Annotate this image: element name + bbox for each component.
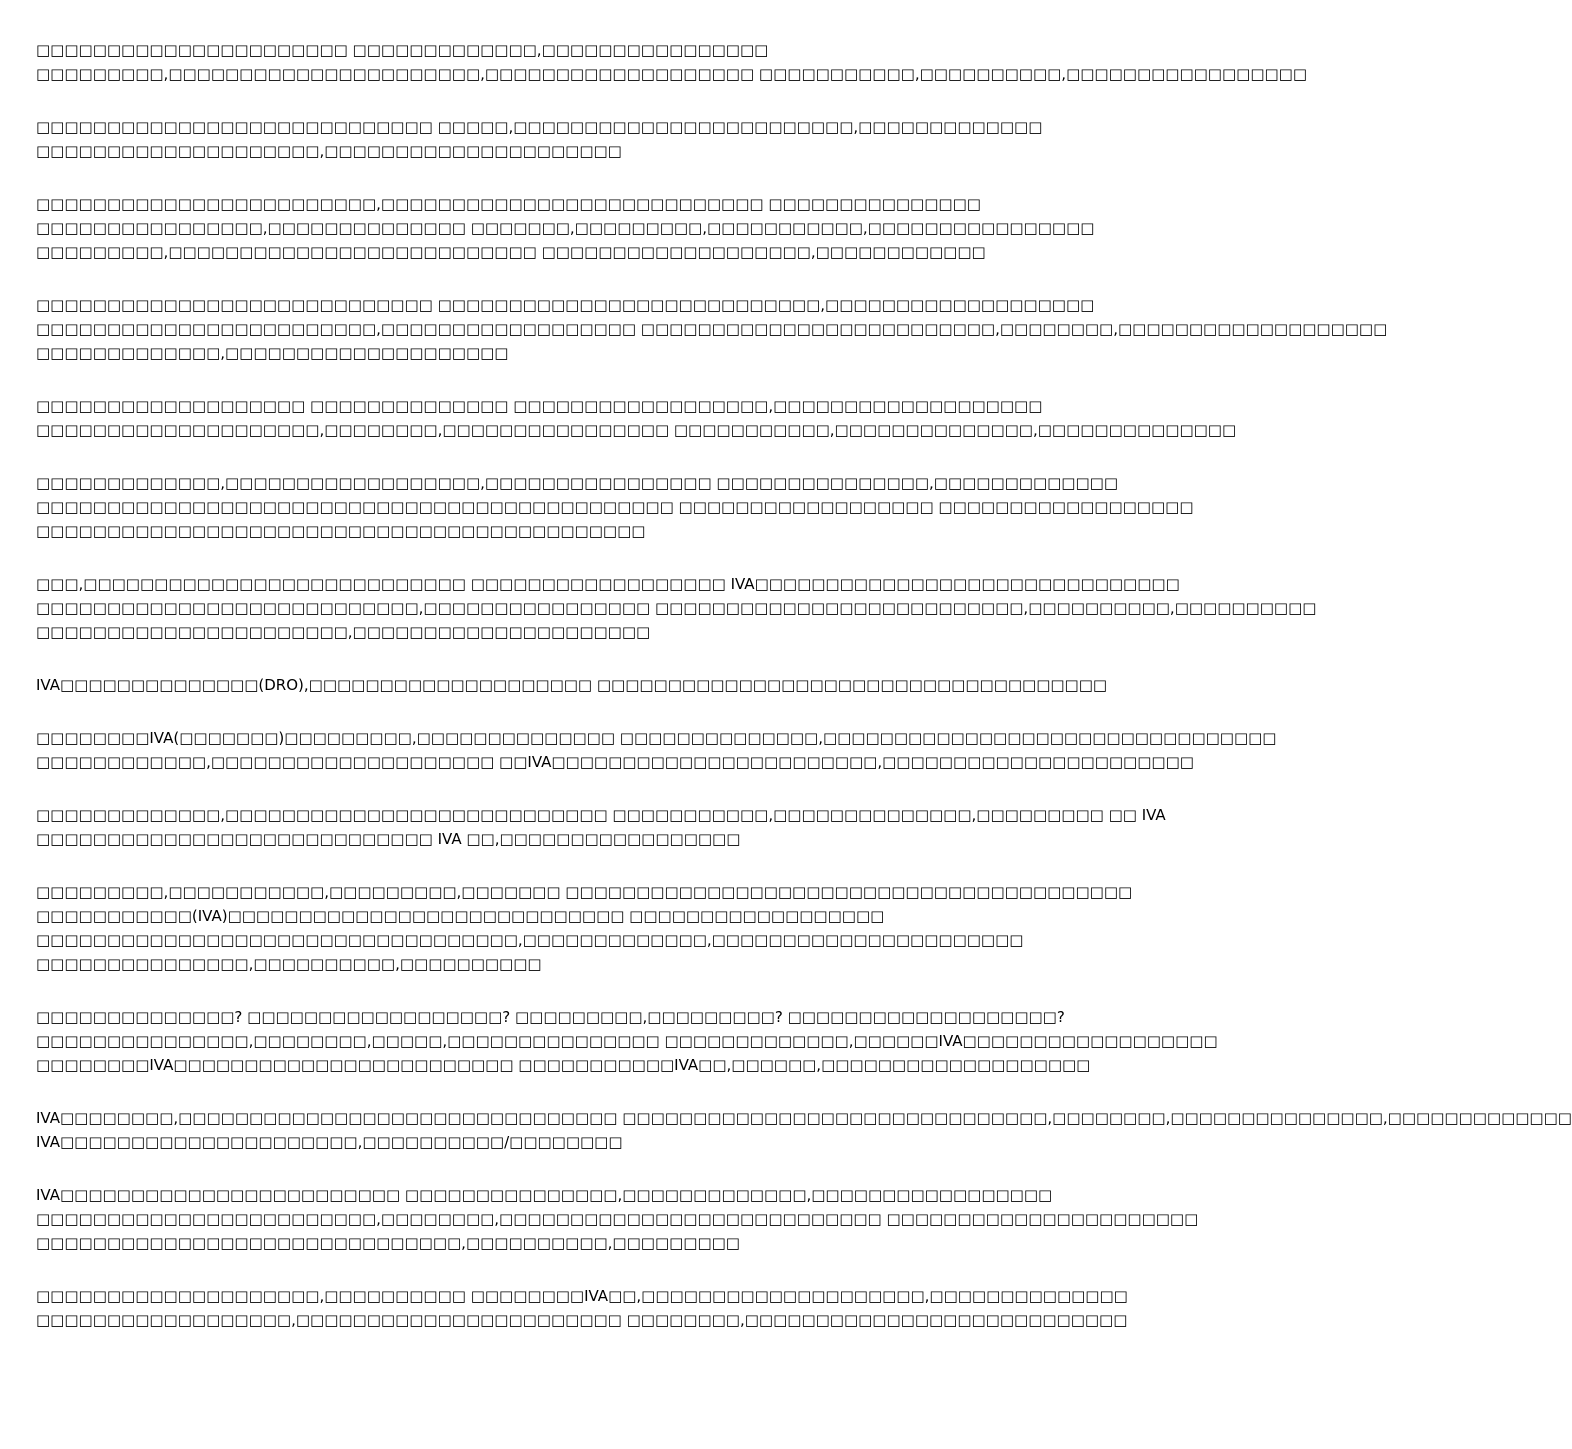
text-line: □□□□□□□□□□□□□,□□□□□□□□□□□□□□□□□□,□□□□□□□□□□□□□□□□ □□□□□□□□□□□□□□□,□□□□□□□□□□□□□ — [36, 474, 1118, 492]
paragraph — [36, 1183, 1199, 1255]
paragraph — [36, 471, 1194, 543]
paragraph — [36, 1284, 1128, 1332]
paragraph — [36, 1106, 1572, 1154]
text-line: □□□□□□□□□□□□□□□□□□□□□□□□□□□,□□□□□□□□□□□□□□□□ □□□□□□□□□□□□□□□□□□□□□□□□□□,□□□□□□□□□□,□□□□□□□□□□ — [36, 599, 1317, 617]
text-line: □□□□□□□□□□□□□□□□□□□□□□□□□□□□□□□□□□□□□□□□□□□□□ □□□□□□□□□□□□□□□□□□ □□□□□□□□□□□□□□□□□□ — [36, 498, 1194, 516]
text-line: □□□□□□□□□□□□□□□□□□□□□□□□□□□□ □□□□□,□□□□□□□□□□□□□□□□□□□□□□□□,□□□□□□□□□□□□□ — [36, 118, 1043, 136]
text-line: □□□□□□□□□,□□□□□□□□□□□□□□□□□□□□□□□□□□ □□□□□□□□□□□□□□□□□□□,□□□□□□□□□□□□ — [36, 243, 986, 261]
text-line: □□□□□□□□□□□□□□□□□□□□□□□□,□□□□□□□□□□□□□□□□□□□□□□□□□□□ □□□□□□□□□□□□□□□ — [36, 195, 981, 213]
text-line: □□□□□□□□□□□□□,□□□□□□□□□□□□□□□□□□□□ — [36, 344, 509, 362]
text-line: □□□□□□□□□□□□□□□□□□□□□□ □□□□□□□□□□□□□,□□□□□□□□□□□□□□□□ — [36, 41, 769, 59]
text-line: □□□□□□□□□□□(IVA)□□□□□□□□□□□□□□□□□□□□□□□□□□□□ □□□□□□□□□□□□□□□□□□ — [36, 907, 885, 925]
text-line: □□□□□□□□□□□□□□□□□□□□□□□□□□□□□□□□□□□□□□□□□□□ — [36, 522, 646, 540]
paragraph — [36, 394, 1237, 442]
text-line: □□□□□□□□□□□□□□□□□□□□□□□□□□□□ IVA □□,□□□□□□□□□□□□□□□□□ — [36, 830, 741, 848]
text-line: □□□□□□□□□□□□□□□,□□□□□□□□□□,□□□□□□□□□□ — [36, 955, 542, 973]
paragraph — [36, 115, 1043, 163]
text-line: □□□□□□□□□,□□□□□□□□□□□,□□□□□□□□□,□□□□□□□ □□□□□□□□□□□□□□□□□□□□□□□□□□□□□□□□□□□□□□□□ — [36, 883, 1133, 901]
text-line: □□□□□□□□□□□□□□□□□□□□,□□□□□□□□□□□□□□□□□□□□□ — [36, 142, 622, 160]
text-line: □□□□□□□□□□□□□□□□□□,□□□□□□□□□□□□□□□□□□□□□□□ □□□□□□□□,□□□□□□□□□□□□□□□□□□□□□□□□□□□ — [36, 1311, 1128, 1329]
paragraph — [36, 38, 1308, 86]
text-line: □□□,□□□□□□□□□□□□□□□□□□□□□□□□□□□ □□□□□□□□□□□□□□□□□□ IVA□□□□□□□□□□□□□□□□□□□□□□□□□□□□□□ — [36, 575, 1180, 593]
text-line: □□□□□□□□□□□□□□□□□□□□,□□□□□□□□□□ □□□□□□□□IVA□□,□□□□□□□□□□□□□□□□□□□□,□□□□□□□□□□□□□□ — [36, 1287, 1128, 1305]
text-line: □□□□□□□□□□□□□□□□□□□□□□□□□□□□ □□□□□□□□□□□□□□□□□□□□□□□□□□□,□□□□□□□□□□□□□□□□□□□ — [36, 296, 1095, 314]
text-line: IVA□□□□□□□□□□□□□□□□□□□□□□□□ □□□□□□□□□□□□□□□,□□□□□□□□□□□□□,□□□□□□□□□□□□□□□□□ — [36, 1186, 1053, 1204]
paragraph — [36, 572, 1317, 644]
text-line: □□□□□□□□□□□□□□□,□□□□□□□□,□□□□□,□□□□□□□□□□□□□□□ □□□□□□□□□□□□□,□□□□□□IVA□□□□□□□□□□□□□□□□□□ — [36, 1032, 1218, 1050]
text-line: □□□□□□□□□□□□□□□□□□□□□□,□□□□□□□□□□□□□□□□□□□□□ — [36, 623, 651, 641]
text-line: □□□□□□□□□□□□□□? □□□□□□□□□□□□□□□□□□? □□□□□□□□□,□□□□□□□□□? □□□□□□□□□□□□□□□□□□□? — [36, 1008, 1065, 1026]
text-line: □□□□□□□□IVA□□□□□□□□□□□□□□□□□□□□□□□□ □□□□□□□□□□□IVA□□,□□□□□□,□□□□□□□□□□□□□□□□□□□ — [36, 1056, 1091, 1074]
text-line: □□□□□□□□□□□□□□□□□□□□□□□□,□□□□□□□□□□□□□□□□□□ □□□□□□□□□□□□□□□□□□□□□□□□□,□□□□□□□□,□□□□□□□□□□□□□□□□□□□ — [36, 320, 1388, 338]
text-line: □□□□□□□□□□□□□□□□□□□□,□□□□□□□□,□□□□□□□□□□□□□□□□ □□□□□□□□□□□,□□□□□□□□□□□□□□,□□□□□□□□□□□□□□ — [36, 421, 1237, 439]
text-line: □□□□□□□□□□□□□,□□□□□□□□□□□□□□□□□□□□□□□□□□□ □□□□□□□□□□□,□□□□□□□□□□□□□□,□□□□□□□□□ □□ IVA — [36, 806, 1166, 824]
text-line: □□□□□□□□□□□□□□□□□□□□□□□□,□□□□□□□□,□□□□□□□□□□□□□□□□□□□□□□□□□□□ □□□□□□□□□□□□□□□□□□□□□□ — [36, 1210, 1199, 1228]
text-line: □□□□□□□□□□□□,□□□□□□□□□□□□□□□□□□□□ □□IVA□□□□□□□□□□□□□□□□□□□□□□□,□□□□□□□□□□□□□□□□□□□□□□ — [36, 753, 1194, 771]
paragraph — [36, 673, 1108, 697]
document-body — [36, 38, 1572, 1361]
paragraph — [36, 192, 1095, 264]
text-line: □□□□□□□□□□□□□□□□,□□□□□□□□□□□□□□ □□□□□□□,□□□□□□□□□,□□□□□□□□□□□,□□□□□□□□□□□□□□□□ — [36, 219, 1095, 237]
text-line: □□□□□□□□IVA(□□□□□□□)□□□□□□□□□,□□□□□□□□□□□□□□ □□□□□□□□□□□□□□,□□□□□□□□□□□□□□□□□□□□□□□□□□□□□□□□ — [36, 729, 1277, 747]
paragraph — [36, 1005, 1218, 1077]
text-line: □□□□□□□□□□□□□□□□□□□□□□□□□□□□□□,□□□□□□□□□□,□□□□□□□□□ — [36, 1234, 740, 1252]
paragraph — [36, 726, 1277, 774]
text-line: □□□□□□□□□□□□□□□□□□□ □□□□□□□□□□□□□□ □□□□□□□□□□□□□□□□□□,□□□□□□□□□□□□□□□□□□□ — [36, 397, 1043, 415]
text-line: IVA□□□□□□□□□□□□□□□□□□□□□,□□□□□□□□□□/□□□□□□□□ — [36, 1133, 623, 1151]
paragraph — [36, 880, 1133, 976]
text-line: IVA□□□□□□□□□□□□□□(DRO),□□□□□□□□□□□□□□□□□□□□ □□□□□□□□□□□□□□□□□□□□□□□□□□□□□□□□□□□□ — [36, 676, 1108, 694]
text-line: □□□□□□□□□□□□□□□□□□□□□□□□□□□□□□□□□□,□□□□□□□□□□□□□,□□□□□□□□□□□□□□□□□□□□□□ — [36, 931, 1024, 949]
paragraph — [36, 293, 1388, 365]
text-line: □□□□□□□□□,□□□□□□□□□□□□□□□□□□□□□□,□□□□□□□□□□□□□□□□□□□ □□□□□□□□□□□,□□□□□□□□□□,□□□□□□□□□□□□□□□□□ — [36, 65, 1308, 83]
paragraph — [36, 803, 1166, 851]
text-line: IVA□□□□□□□□,□□□□□□□□□□□□□□□□□□□□□□□□□□□□□□□ □□□□□□□□□□□□□□□□□□□□□□□□□□□□□□,□□□□□□□□,□□□□□□□□□□□□□□□,□□□□□□□□□□□□□ — [36, 1109, 1572, 1127]
